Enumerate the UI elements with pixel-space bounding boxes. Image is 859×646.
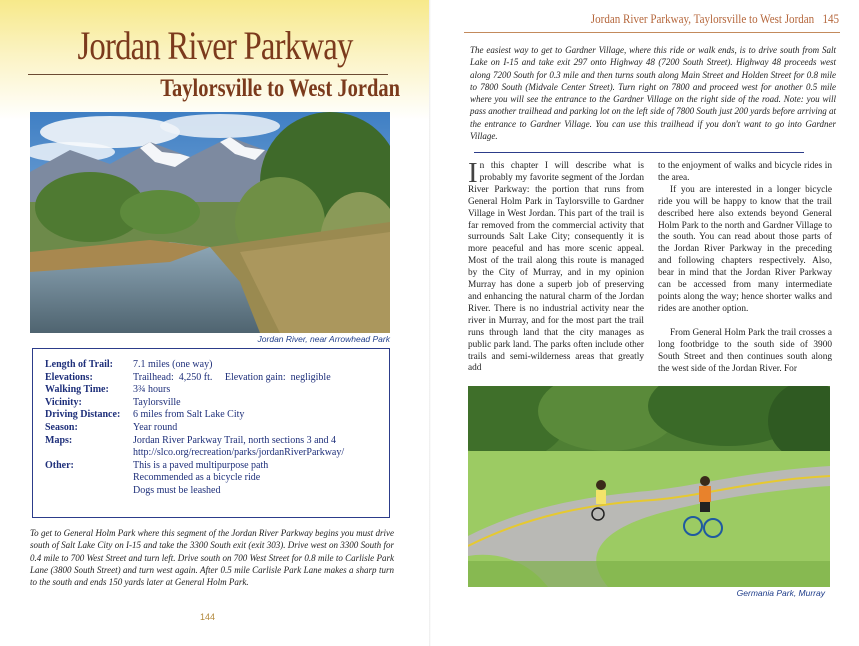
info-value: Jordan River Parkway Trail, north sections 3 and 4: [133, 434, 337, 446]
info-row: [45, 397, 379, 410]
body-paragraph: If you are interested in a longer bicycle ride you will be happy to know that the trail described here also extends beyond General Holm Park to the north and Gardner Village to the south. You can read about those parts of the Jordan River Parkway in the preceding and following chapters respectively. Also, bear in mind that the Jordan River Parkway can be accessed from many intermediate points along the way; hence shorter walks and rides are another option.: [658, 184, 832, 314]
body-paragraph: From General Holm Park the trail crosses a long footbridge to the south side of 3900 South Street and then continues south along the west side of the Jordan River. For: [658, 327, 832, 374]
drop-cap: I: [468, 157, 478, 189]
trail-info-box: [32, 348, 390, 518]
info-row: [45, 372, 379, 385]
gardner-village-directions: The easiest way to get to Gardner Village, where this ride or walk ends, is to drive south from Salt Lake on I-15 and take exit 297 onto Highway 48 (7200 South Street). Highway 48 proceeds west along 7200 South for 0.3 mile and then turns south along Main Street and Holden Street for 0.8 mile to 7800 South (Midvale Center Street). Turn right on 7800 and proceed west for another 0.5 mile where you will see the entrance to the Gardner Village on the right side of the road. Note: you will pass another trailhead and parking lot on the left side of 7800 South just 200 yards before arriving at the entrance to Gardner Village. You can use this trailhead if you don't want to go into Gardner Village.: [470, 45, 836, 142]
info-label: Walking Time:: [45, 384, 109, 396]
info-value: Year round: [133, 421, 178, 433]
body-text: n this chapter I will describe what is probably my favorite segment of the Jordan River Parkway: the portion that runs from General Holm Park in Taylorsville to Gardner Village in West Jordan. This part of the trail is far removed from the commercial activity that surrounds Salt Lake City; consequently it is more peaceful and has more scenic appeal. Most of the trail along this route is managed by the City of Murray, and in my opinion Murray has done a superb job of preserving and enhancing the natural charm of the Jordan River. There is no industrial activity near the river in Murray, and for the most part the trail runs through land that the city manages as public park land. The parks often include other trails and semi-wilderness areas that greatly add: [468, 161, 644, 374]
page-number: 144: [200, 612, 216, 622]
info-value: This is a paved multipurpose path: [133, 459, 269, 471]
river-photo: [30, 112, 390, 333]
info-value: Dogs must be leashed: [133, 484, 221, 496]
info-value: Taylorsville: [133, 396, 181, 408]
info-label: Length of Trail:: [45, 359, 113, 370]
photo-caption: Jordan River, near Arrowhead Park: [257, 334, 390, 344]
info-value: Trailhead: 4,250 ft. Elevation gain: negligible: [133, 371, 331, 383]
right-page: [430, 0, 859, 646]
text-column-1: [468, 157, 644, 375]
section-rule: [474, 152, 804, 153]
running-head: [591, 11, 839, 27]
info-row: [45, 435, 379, 460]
info-value: Recommended as a bicycle ride: [133, 472, 261, 484]
info-row: [45, 384, 379, 397]
info-label: Elevations:: [45, 371, 93, 383]
info-row: [45, 460, 379, 498]
cyclists-photo: [468, 386, 830, 587]
running-head-title: Jordan River Parkway, Taylorsville to West Jordan: [590, 11, 815, 26]
driving-directions: To get to General Holm Park where this segment of the Jordan River Parkway begins you must drive south of Salt Lake City on I-15 and take the 3300 South exit (exit 303). Drive west on 3300 South for 0.4 mile to 700 West Street and turn left. Drive south on 700 West Street for 0.8 mile to Carlisle Park Lane (3800 South Street) and turn west again. After 0.5 mile Carlisle Park Lane makes a sharp turn to the south and ends 150 yards later at General Holm Park.: [30, 528, 394, 588]
info-label: Season:: [45, 421, 78, 433]
info-row: [45, 409, 379, 422]
chapter-subtitle: Taylorsville to West Jordan: [160, 75, 400, 102]
text-column-2: [658, 161, 832, 375]
header-rule: [464, 32, 840, 33]
chapter-title: Jordan River Parkway: [77, 23, 353, 68]
page-number: 145: [822, 11, 839, 26]
info-row: [45, 422, 379, 435]
info-value: 3¾ hours: [133, 384, 171, 396]
info-value: 7.1 miles (one way): [133, 359, 213, 370]
photo-caption: Germania Park, Murray: [736, 588, 825, 598]
info-value: http://slco.org/recreation/parks/jordanRiverParkway/: [133, 447, 345, 459]
info-row: [45, 359, 379, 372]
info-label: Driving Distance:: [45, 409, 121, 421]
info-label: Other:: [45, 459, 74, 471]
info-label: Maps:: [45, 434, 73, 446]
info-value: 6 miles from Salt Lake City: [133, 409, 245, 421]
info-label: Vicinity:: [45, 396, 82, 408]
body-text: to the enjoyment of walks and bicycle rides in the area.: [658, 161, 832, 183]
